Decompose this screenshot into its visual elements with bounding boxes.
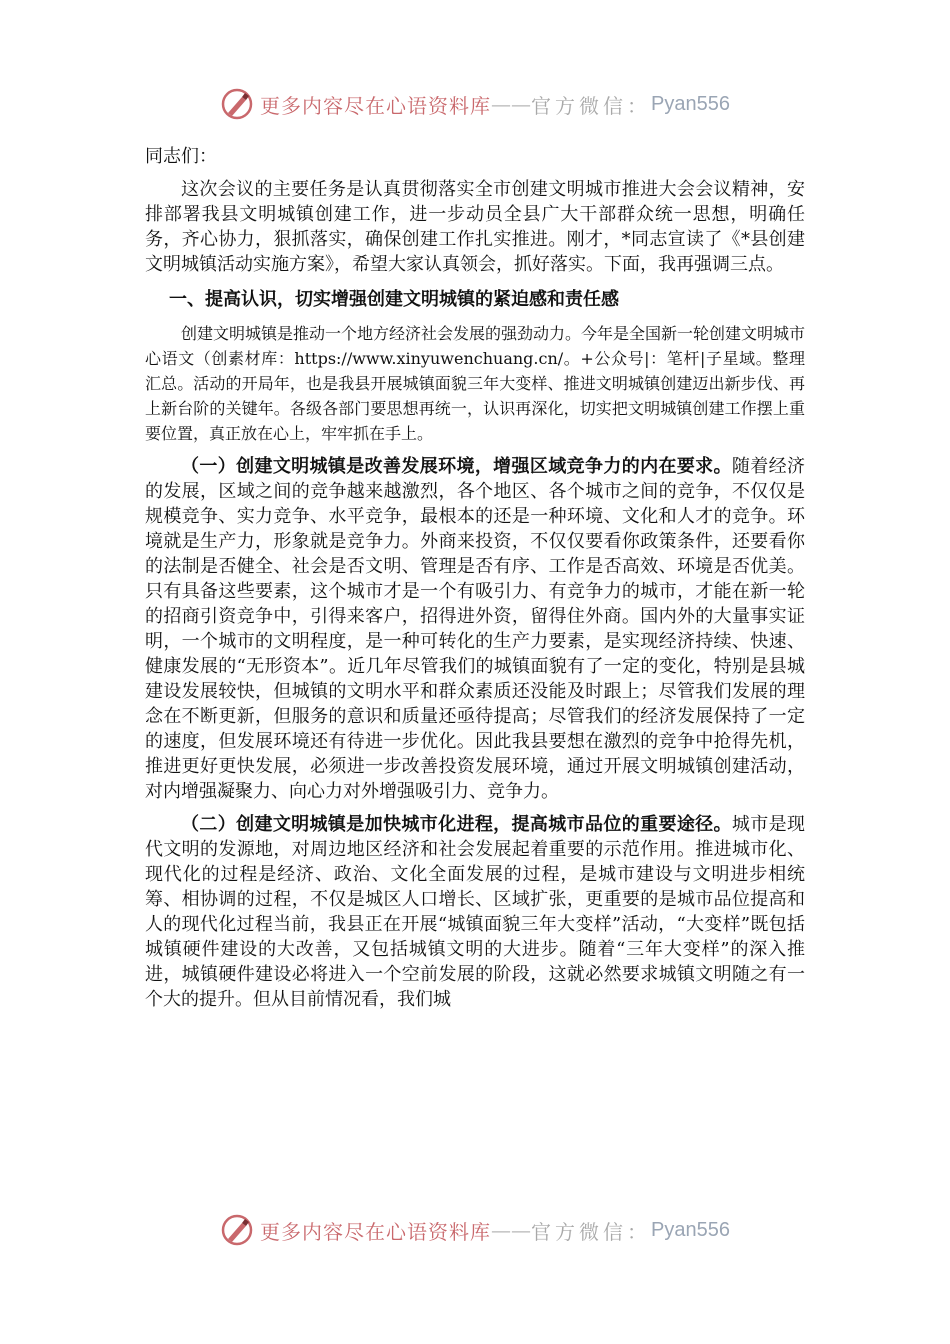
section-1-paragraph: 创建文明城镇是推动一个地方经济社会发展的强劲动力。今年是全国新一轮创建文明城市心语文（创素材库：https://www.xinyuwenchuang.cn/。+公众号|：笔杆|子星域。整理汇总。活动的开局年，也是我县开展城镇面貌三年大变样、推进文明城镇创建迈出新步伐、再上新台阶的关键年。各级各部门要思想再统一，认识再深化，切实把文明城镇创建工作摆上重要位置，真正放在心上，牢牢抓在手上。 — [145, 324, 806, 443]
subsection-1 — [145, 454, 805, 804]
banner-wechat-label: 官方微信： — [531, 93, 652, 118]
footer-banner — [0, 1210, 950, 1250]
subsection-2-title: （二）创建文明城镇是加快城市化进程，提高城市品位的重要途径。 — [181, 814, 732, 835]
subsection-1-title: （一）创建文明城镇是改善发展环境，增强区域竞争力的内在要求。 — [181, 456, 732, 477]
banner-brand: 更多内容尽在心语资料库 — [260, 1219, 492, 1244]
banner-wechat-id: Pyan556 — [651, 92, 730, 115]
intro-paragraph: 这次会议的主要任务是认真贯彻落实全市创建文明城市推进大会会议精神，安排部署我县文明城镇创建工作，进一步动员全县广大干部群众统一思想，明确任务，齐心协力，狠抓落实，确保创建工作扎实推进。刚才，*同志宣读了《*县创建文明城镇活动实施方案》，希望大家认真领会，抓好落实。下面，我再强调三点。 — [145, 179, 805, 275]
section-heading-1: 一、提高认识，切实增强创建文明城镇的紧迫感和责任感 — [169, 289, 619, 310]
banner-wechat-id: Pyan556 — [651, 1218, 730, 1241]
pen-seal-icon — [220, 1213, 254, 1247]
banner-wechat-label: 官方微信： — [531, 1219, 652, 1244]
pen-seal-icon — [220, 87, 254, 121]
subsection-1-body: 随着经济的发展，区域之间的竞争越来越激烈，各个地区、各个城市之间的竞争，不仅仅是规模竞争、实力竞争、水平竞争，最根本的还是一种环境、文化和人才的竞争。环境就是生产力，形象就是竞争力。外商来投资，不仅仅要看你政策条件，还要看你的法制是否健全、社会是否文明、管理是否有序、工作是否高效、环境是否优美。只有具备这些要素，这个城市才是一个有吸引力、有竞争力的城市，才能在新一轮的招商引资竞争中，引得来客户，招得进外资，留得住外商。国内外的大量事实证明，一个城市的文明程度，是一种可转化的生产力要素，是实现经济持续、快速、健康发展的“无形资本”。近几年尽管我们的城镇面貌有了一定的变化，特别是县城建设发展较快，但城镇的文明水平和群众素质还没能及时跟上；尽管我们发展的理念在不断更新，但服务的意识和质量还亟待提高；尽管我们的经济发展保持了一定的速度，但发展环境还有待进一步优化。因此我县要想在激烈的竞争中抢得先机，推进更好更快发展，必须进一步改善投资发展环境，通过开展文明城镇创建活动，对内增强凝聚力、向心力对外增强吸引力、竞争力。 — [145, 456, 805, 802]
greeting: 同志们： — [145, 146, 217, 167]
header-banner — [0, 84, 950, 124]
document-body — [145, 145, 805, 1012]
subsection-2-body: 城市是现代文明的发源地，对周边地区经济和社会发展起着重要的示范作用。推进城市化、现代化的过程是经济、政治、文化全面发展的过程，是城市建设与文明进步相统筹、相协调的过程，不仅是城区人口增长、区域扩张，更重要的是城市品位提高和人的现代化过程当前，我县正在开展“城镇面貌三年大变样”活动，“大变样”既包括城镇硬件建设的大改善，又包括城镇文明的大进步。随着“三年大变样”的深入推进，城镇硬件建设必将进入一个空前发展的阶段，这就必然要求城镇文明随之有一个大的提升。但从目前情况看，我们城 — [145, 814, 805, 1010]
subsection-2 — [145, 812, 805, 1012]
banner-dash: —— — [491, 92, 532, 116]
banner-dash: —— — [491, 1218, 532, 1242]
banner-brand: 更多内容尽在心语资料库 — [260, 93, 492, 118]
